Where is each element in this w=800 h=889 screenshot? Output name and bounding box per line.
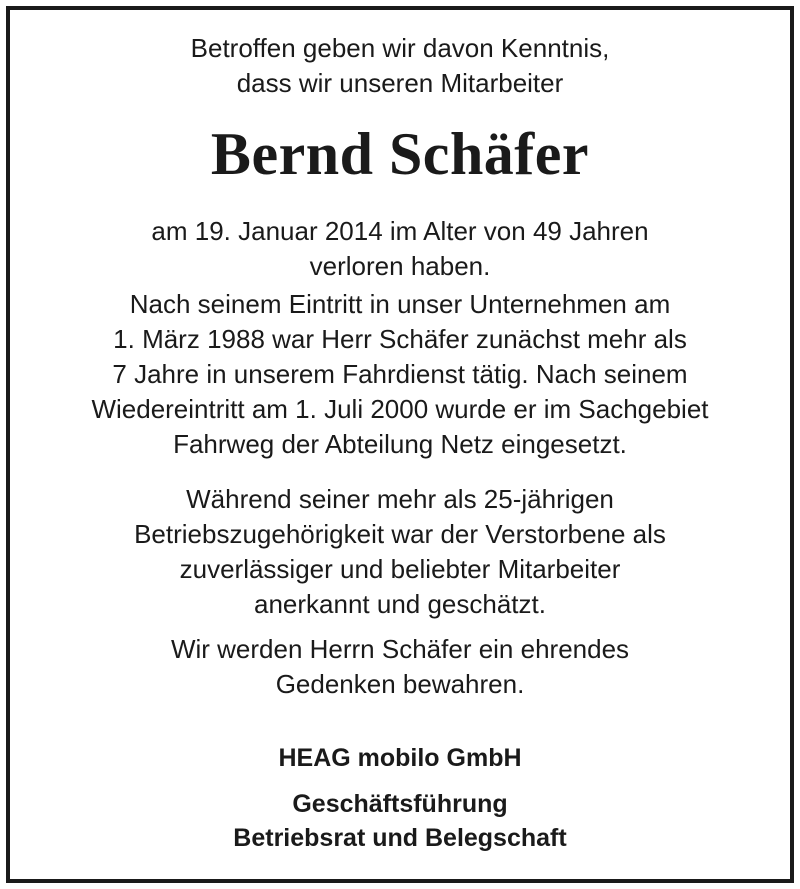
career-line: Nach seinem Eintritt in unser Unternehmen am	[129, 289, 671, 319]
career-line: Fahrweg der Abteilung Netz eingesetzt.	[173, 429, 627, 459]
remembrance-paragraph	[0, 632, 800, 702]
intro-line: Betroffen geben wir davon Kenntnis,	[190, 33, 610, 63]
intro-paragraph	[0, 31, 800, 101]
signature-staff: Betriebsrat und Belegschaft	[233, 824, 567, 852]
signature-management: Geschäftsführung	[292, 790, 508, 818]
intro-line: dass wir unseren Mitarbeiter	[236, 68, 564, 98]
deceased-name: Bernd Schäfer	[210, 121, 590, 187]
appreciation-line: Während seiner mehr als 25-jährigen	[186, 484, 614, 514]
death-info-line: am 19. Januar 2014 im Alter von 49 Jahren	[151, 216, 649, 246]
remembrance-line: Wir werden Herrn Schäfer ein ehrendes	[170, 634, 630, 664]
signature-block	[0, 787, 800, 855]
appreciation-line: zuverlässiger und beliebter Mitarbeiter	[179, 554, 621, 584]
career-line: 7 Jahre in unserem Fahrdienst tätig. Nach seinem	[112, 359, 688, 389]
death-info-paragraph	[0, 214, 800, 284]
appreciation-paragraph	[0, 482, 800, 622]
appreciation-line: Betriebszugehörigkeit war der Verstorbene als	[134, 519, 666, 549]
career-paragraph	[0, 287, 800, 462]
remembrance-line: Gedenken bewahren.	[275, 669, 525, 699]
signature-company	[0, 741, 800, 775]
career-line: Wiedereintritt am 1. Juli 2000 wurde er im Sachgebiet	[91, 394, 709, 424]
career-line: 1. März 1988 war Herr Schäfer zunächst mehr als	[113, 324, 687, 354]
appreciation-line: anerkannt und geschätzt.	[254, 589, 546, 619]
company-name: HEAG mobilo GmbH	[278, 744, 522, 772]
death-info-line: verloren haben.	[309, 251, 491, 281]
